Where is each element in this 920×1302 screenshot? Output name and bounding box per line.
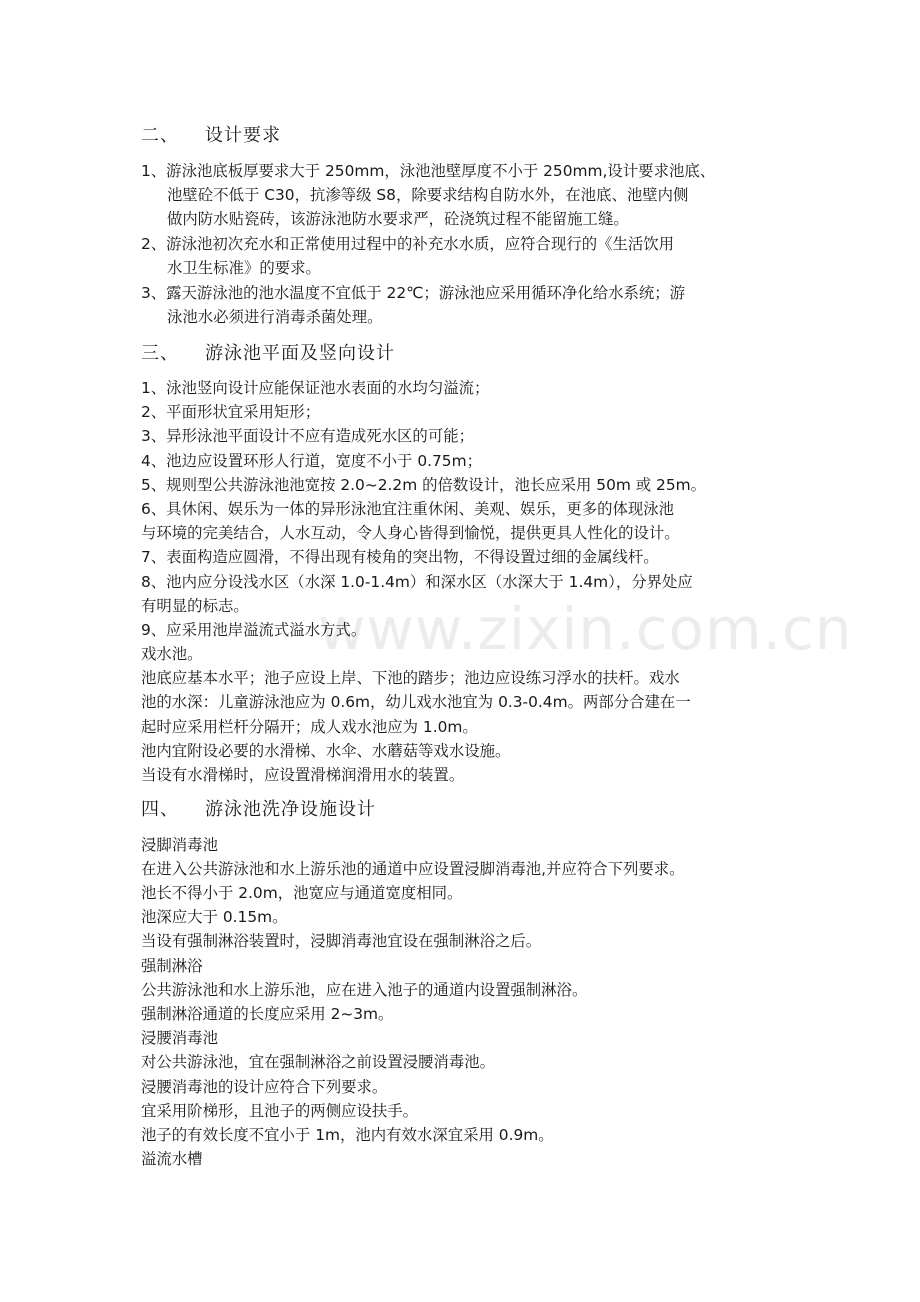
paragraph-line: 5、规则型公共游泳池池宽按 2.0~2.2m 的倍数设计，池长应采用 50m 或 25m。 [141,476,707,494]
paragraph-line: 池子的有效长度不宜小于 1m，池内有效水深宜采用 0.9m。 [141,1126,554,1144]
paragraph-line: 宜采用阶梯形，且池子的两侧应设扶手。 [141,1102,419,1120]
paragraph-line: 2、游泳池初次充水和正常使用过程中的补充水水质，应符合现行的《生活饮用 [141,235,675,253]
paragraph-line: 7、表面构造应圆滑，不得出现有棱角的突出物，不得设置过细的金属线杆。 [141,548,659,566]
section-number: 二、 [141,125,179,146]
paragraph-line: 强制淋浴通道的长度应采用 2~3m。 [141,1005,394,1023]
paragraph-line: 3、异形泳池平面设计不应有造成死水区的可能； [141,427,474,445]
paragraph-line: 9、应采用池岸溢流式溢水方式。 [141,621,367,639]
paragraph-line: 池底应基本水平；池子应设上岸、下池的踏步；池边应设练习浮水的扶杆。戏水 [141,669,680,687]
paragraph-line: 浸腰消毒池 [141,1029,218,1047]
paragraph-line: 起时应采用栏杆分隔开；成人戏水池应为 1.0m。 [141,718,478,736]
section-heading [141,124,281,148]
paragraph-line: 2、平面形状宜采用矩形； [141,403,321,421]
paragraph-line: 当设有水滑梯时，应设置滑梯润滑用水的装置。 [141,766,465,784]
paragraph-line: 浸腰消毒池的设计应符合下列要求。 [141,1078,388,1096]
paragraph-line: 3、露天游泳池的池水温度不宜低于 22℃；游泳池应采用循环净化给水系统；游 [141,284,686,302]
paragraph-line: 1、游泳池底板厚要求大于 250mm，泳池池壁厚度不小于 250mm,设计要求池底、 [141,162,716,180]
paragraph-line: 水卫生标准》的要求。 [167,259,321,277]
section-heading [141,798,376,822]
paragraph-line: 池深应大于 0.15m。 [141,908,288,926]
paragraph-line: 与环境的完美结合，人水互动，令人身心皆得到愉悦，提供更具人性化的设计。 [141,524,680,542]
section-number: 三、 [141,343,179,364]
paragraph-line: 当设有强制淋浴装置时，浸脚消毒池宜设在强制淋浴之后。 [141,932,542,950]
paragraph-line: 1、泳池竖向设计应能保证池水表面的水均匀溢流； [141,379,490,397]
section-title: 设计要求 [205,125,281,146]
paragraph-line: 公共游泳池和水上游乐池，应在进入池子的通道内设置强制淋浴。 [141,981,588,999]
paragraph-line: 池的水深：儿童游泳池应为 0.6m，幼儿戏水池宜为 0.3-0.4m。两部分合建在一 [141,693,691,711]
paragraph-line: 4、池边应设置环形人行道，宽度不小于 0.75m； [141,452,482,470]
section-title: 游泳池洗净设施设计 [205,799,376,820]
paragraph-line: 池内宜附设必要的水滑梯、水伞、水蘑菇等戏水设施。 [141,742,511,760]
paragraph-line: 做内防水贴瓷砖，该游泳池防水要求严，砼浇筑过程不能留施工缝。 [167,210,629,228]
paragraph-line: 戏水池。 [141,645,203,663]
paragraph-line: 泳池水必须进行消毒杀菌处理。 [167,308,383,326]
section-heading [141,342,395,366]
paragraph-line: 强制淋浴 [141,957,203,975]
paragraph-line: 6、具休闲、娱乐为一体的异形泳池宜注重休闲、美观、娱乐，更多的体现泳池 [141,500,675,518]
watermark: www.zixin.com.cn [318,595,853,663]
paragraph-line: 溢流水槽 [141,1150,203,1168]
paragraph-line: 池长不得小于 2.0m，池宽应与通道宽度相同。 [141,884,463,902]
section-number: 四、 [141,799,179,820]
section-title: 游泳池平面及竖向设计 [205,343,395,364]
paragraph-line: 池壁砼不低于 C30，抗渗等级 S8，除要求结构自防水外，在池底、池壁内侧 [167,186,689,204]
paragraph-line: 浸脚消毒池 [141,836,218,854]
paragraph-line: 有明显的标志。 [141,597,249,615]
paragraph-line: 对公共游泳池，宜在强制淋浴之前设置浸腰消毒池。 [141,1053,495,1071]
paragraph-line: 8、池内应分设浅水区（水深 1.0-1.4m）和深水区（水深大于 1.4m），分界处应 [141,573,693,591]
paragraph-line: 在进入公共游泳池和水上游乐池的通道中应设置浸脚消毒池,并应符合下列要求。 [141,860,685,878]
